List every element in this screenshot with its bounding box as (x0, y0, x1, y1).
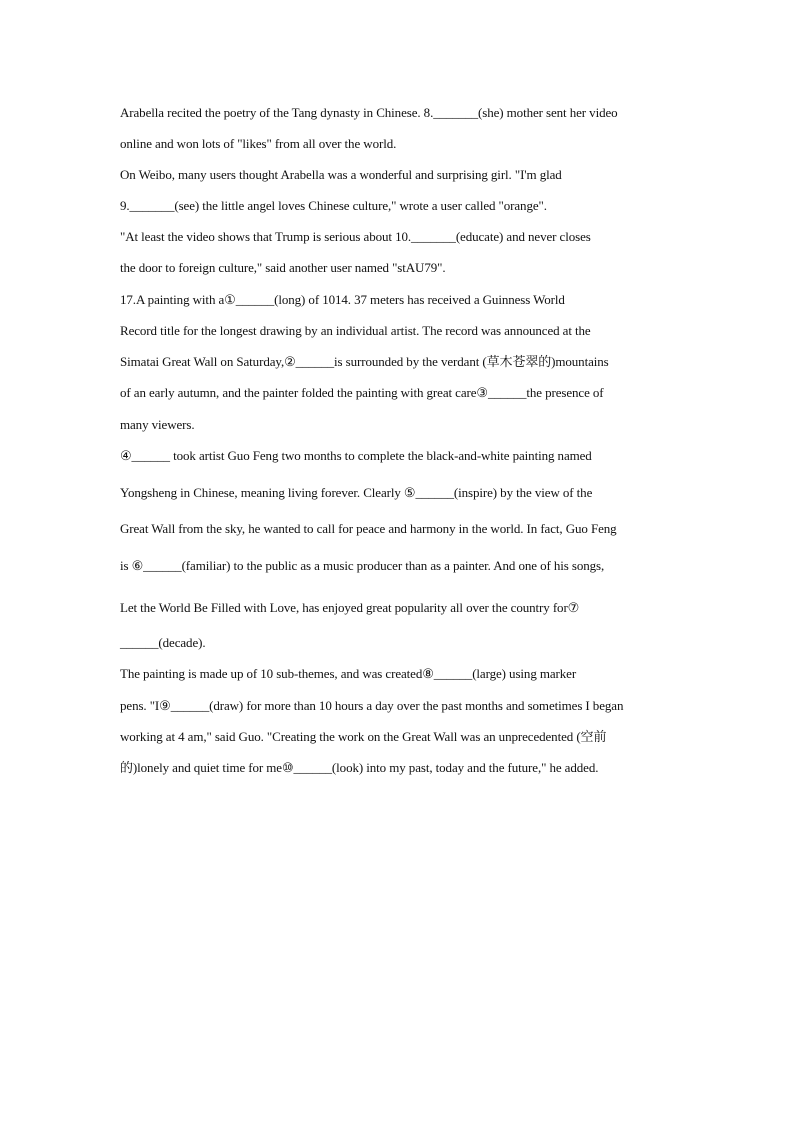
text-line: Simatai Great Wall on Saturday,②______is surrounded by the verdant (草木苍翠的)mountains (120, 354, 609, 369)
text-line: online and won lots of "likes" from all over the world. (120, 136, 397, 151)
text-line: 的)lonely and quiet time for me⑩______(look) into my past, today and the future," he added. (120, 760, 599, 775)
text-line: ______(decade). (120, 635, 206, 650)
text-line: Let the World Be Filled with Love, has enjoyed great popularity all over the country for⑦ (120, 600, 580, 615)
text-line: working at 4 am," said Guo. "Creating the work on the Great Wall was an unprecedented (空前 (120, 729, 607, 744)
text-line: of an early autumn, and the painter folded the painting with great care③______the presence of (120, 385, 604, 400)
text-line: "At least the video shows that Trump is serious about 10._______(educate) and never closes (120, 229, 591, 244)
text-line: Yongsheng in Chinese, meaning living forever. Clearly ⑤______(inspire) by the view of the (120, 485, 593, 500)
text-line: pens. "I⑨______(draw) for more than 10 hours a day over the past months and sometimes I began (120, 698, 624, 713)
text-line: the door to foreign culture," said another user named "stAU79". (120, 260, 446, 275)
text-line: Great Wall from the sky, he wanted to call for peace and harmony in the world. In fact, Guo Feng (120, 521, 617, 536)
text-line: is ⑥______(familiar) to the public as a music producer than as a painter. And one of his songs, (120, 558, 605, 573)
text-line: ④______ took artist Guo Feng two months to complete the black-and-white painting named (120, 448, 592, 463)
text-line: 9._______(see) the little angel loves Chinese culture," wrote a user called "orange". (120, 198, 547, 213)
text-line: many viewers. (120, 417, 195, 432)
text-line: On Weibo, many users thought Arabella was a wonderful and surprising girl. "I'm glad (120, 167, 562, 182)
text-line: 17.A painting with a①______(long) of 1014. 37 meters has received a Guinness World (120, 292, 565, 307)
text-line: Arabella recited the poetry of the Tang dynasty in Chinese. 8._______(she) mother sent her video (120, 105, 618, 120)
text-line: The painting is made up of 10 sub-themes, and was created⑧______(large) using marker (120, 666, 577, 681)
text-line: Record title for the longest drawing by an individual artist. The record was announced at the (120, 323, 591, 338)
